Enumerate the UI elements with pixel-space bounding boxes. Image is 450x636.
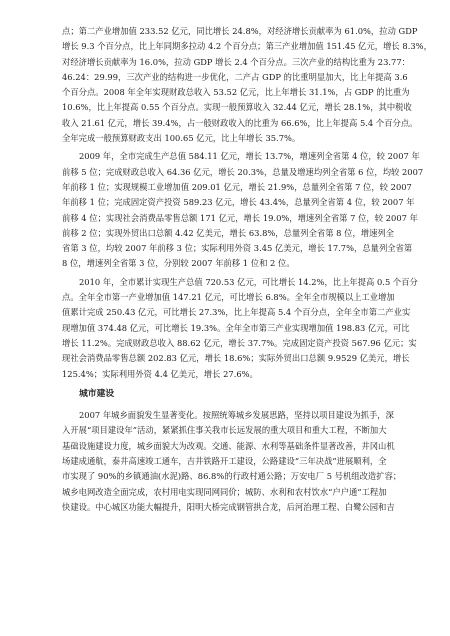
text-line: 2010 年，全市累计实现生产总值 720.53 亿元，可比增长 14.2%，比上年提高 0.5 个百分 — [79, 276, 418, 287]
text-line: 快建设。中心城区功能大幅提升，阳明大桥完成钢管拱合龙，后河治理工程、白鹭公园和吉 — [62, 501, 395, 512]
text-line: 个百分点。2008 年全年实现财政总收入 53.52 亿元，比上年增长 31.1%，占 GDP 的比重为 — [62, 87, 410, 98]
section-heading: 城市建设 — [79, 388, 115, 399]
paragraph-2009-economy — [62, 149, 424, 271]
text-line: 前移 5 位；完成财政总收入 64.36 亿元，增长 20.3%，总量及增速均列全省第 6 位，均较 2007 — [62, 166, 424, 177]
paragraph-2008-economy — [62, 24, 432, 146]
paragraph-2010-economy — [62, 275, 418, 382]
text-line: 省第 3 位，均较 2007 年前移 3 位；实际利用外资 3.45 亿美元，增长 17.7%，总量列全省第 — [62, 243, 413, 254]
text-line: 场建成通航，泰井高速竣工通车，吉井铁路开工建设，公路建设“三年决战”进展顺利，全 — [62, 456, 387, 467]
text-line: 年前移 1 位；完成固定资产投资 589.23 亿元，增长 43.4%，总量列全省第 4 位，较 2007 年 — [62, 197, 415, 208]
text-line: 市实现了 90%的乡镇通油(水泥)路、86.8%的行政村通公路；万安电厂 5 号机组改造扩容； — [62, 471, 402, 482]
text-line: 46.24：29.99，三次产业的结构进一步优化，二产占 GDP 的比重明显加大，比上年提高 3.6 — [62, 71, 408, 82]
text-line: 入开展“项目建设年”活动，紧紧抓住事关我市长远发展的重大项目和重大工程，不断加大 — [62, 425, 387, 436]
text-line: 基础设施建设力度，城乡面貌大为改观。交通、能源、水利等基础条件显著改善，井冈山机 — [62, 440, 395, 451]
text-line: 10.6%，比上年提高 0.55 个百分点。实现一般预算收入 32.44 亿元，增长 28.1%，其中税收 — [62, 102, 412, 113]
text-line: 现增加值 374.48 亿元，可比增长 19.3%。全年全市第三产业实现增加值 198.83 亿元，可比 — [62, 322, 410, 333]
text-line: 值累计完成 250.43 亿元，可比增长 27.3%，比上年提高 5.4 个百分点，全年全市第二产业实 — [62, 307, 411, 318]
text-line: 城乡电网改造全面完成，农村用电实现同网同价；城防、水利和农村饮水“户户通”工程加 — [62, 486, 387, 497]
text-line: 8 位，增速列全省第 3 位，分别较 2007 年前移 1 位和 2 位。 — [62, 258, 295, 269]
text-line: 增长 9.3 个百分点，比上年同期多拉动 4.2 个百分点；第三产业增加值 151.45 亿元，增长 8.3%， — [62, 41, 432, 52]
text-line: 前移 2 位；实现外贸出口总额 4.42 亿美元，增长 63.8%，总量列全省第 8 位，增速列全 — [62, 227, 395, 238]
text-line: 现社会消费品零售总额 202.83 亿元，增长 18.6%；实际外贸出口总额 9.9529 亿美元，增长 — [62, 353, 410, 364]
text-line: 年前移 1 位；实现规模工业增加值 209.01 亿元，增长 21.9%，总量列全省第 7 位，较 2007 — [62, 181, 412, 192]
paragraph-urban-construction — [62, 408, 402, 515]
text-line: 2009 年，全市完成生产总值 584.11 亿元，增长 13.7%，增速列全省第 4 位，较 2007 年 — [79, 151, 420, 162]
text-line: 前移 4 位；实现社会消费品零售总额 171 亿元，增长 19.0%，增速列全省第 7 位，较 2007 年 — [62, 212, 418, 223]
text-line: 增长 11.2%。完成财政总收入 88.62 亿元，增长 37.7%。完成固定资产投资 567.96 亿元；实 — [62, 337, 417, 348]
text-line: 对经济增长贡献率为 16.0%，拉动 GDP 增长 2.4 个百分点。三次产业的结构比重为 23.77： — [62, 56, 410, 67]
text-line: 2007 年城乡面貌发生显著变化。按照统筹城乡发展思路，坚持以项目建设为抓手，深 — [79, 410, 394, 421]
text-line: 125.4%；实际利用外资 4.4 亿美元，增长 27.6%。 — [62, 368, 258, 379]
text-line: 收入 21.61 亿元，增长 39.4%，占一般财政收入的比重为 66.6%，比上年提高 5.4 个百分点。 — [62, 117, 418, 128]
text-line: 全年完成一般预算财政支出 100.65 亿元，比上年增长 35.7%。 — [62, 133, 301, 144]
text-line: 点。全年全市第一产业增加值 147.21 亿元，可比增长 6.8%。全年全市规模以上工业增加 — [62, 292, 395, 303]
text-line: 点；第二产业增加值 233.52 亿元，同比增长 24.8%，对经济增长贡献率为 61.0%，拉动 GDP — [62, 26, 418, 36]
